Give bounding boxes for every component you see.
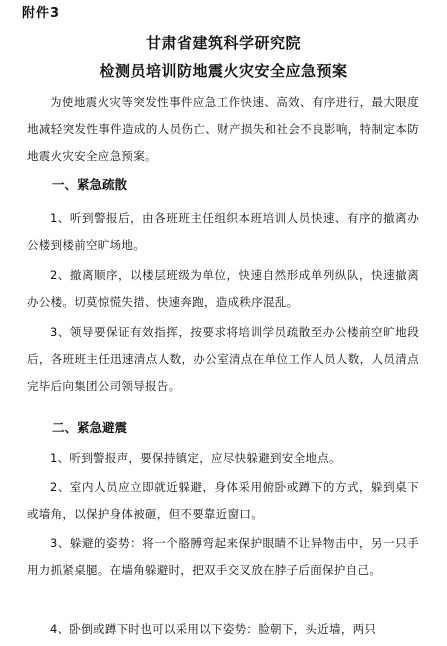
attachment-label: 附件3 bbox=[22, 6, 61, 21]
section-heading-shelter: 二、紧急避震 bbox=[52, 420, 128, 435]
section-heading-evacuation: 一、紧急疏散 bbox=[52, 177, 128, 192]
document-title-plan: 检测员培训防地震火灾安全应急预案 bbox=[99, 62, 348, 80]
intro-paragraph: 为使地震火灾等突发性事件应急工作快速、高效、有序进行，最大限度地减轻突发性事件造成的人员伤亡、财产损失和社会不良影响，特制定本防地震火灾安全应急预案。 bbox=[27, 95, 419, 163]
evacuation-item-3: 3、领导要保证有效指挥，按要求将培训学员疏散至办公楼前空旷地段后，各班班主任迅速清点人数，办公室清点在单位工作人员人数，人员清点完毕后向集团公司领导报告。 bbox=[27, 325, 419, 393]
shelter-item-4: 4、卧倒或蹲下时也可以采用以下姿势：脸朝下，头近墙，两只 bbox=[50, 622, 377, 636]
evacuation-item-1: 1、听到警报后，由各班班主任组织本班培训人员快速、有序的撤离办公楼到楼前空旷场地。 bbox=[27, 211, 419, 252]
document-title-org: 甘肃省建筑科学研究院 bbox=[145, 34, 301, 52]
shelter-item-1: 1、听到警报声，要保持镇定，应尽快躲避到安全地点。 bbox=[50, 451, 341, 465]
shelter-item-2: 2、室内人员应立即就近躲避，身体采用俯卧或蹲下的方式，躲到桌下或墙角，以保护身体被砸，但不要靠近窗口。 bbox=[27, 480, 419, 521]
shelter-item-3: 3、躲避的姿势：将一个胳膊弯起来保护眼睛不让异物击中，另一只手用力抓紧桌腿。在墙角躲避时，把双手交叉放在脖子后面保护自己。 bbox=[27, 536, 419, 577]
evacuation-item-2: 2、撤离顺序，以楼层班级为单位，快速自然形成单列纵队，快速撤离办公楼。切莫惊慌失措、快速奔跑，造成秩序混乱。 bbox=[27, 268, 419, 309]
